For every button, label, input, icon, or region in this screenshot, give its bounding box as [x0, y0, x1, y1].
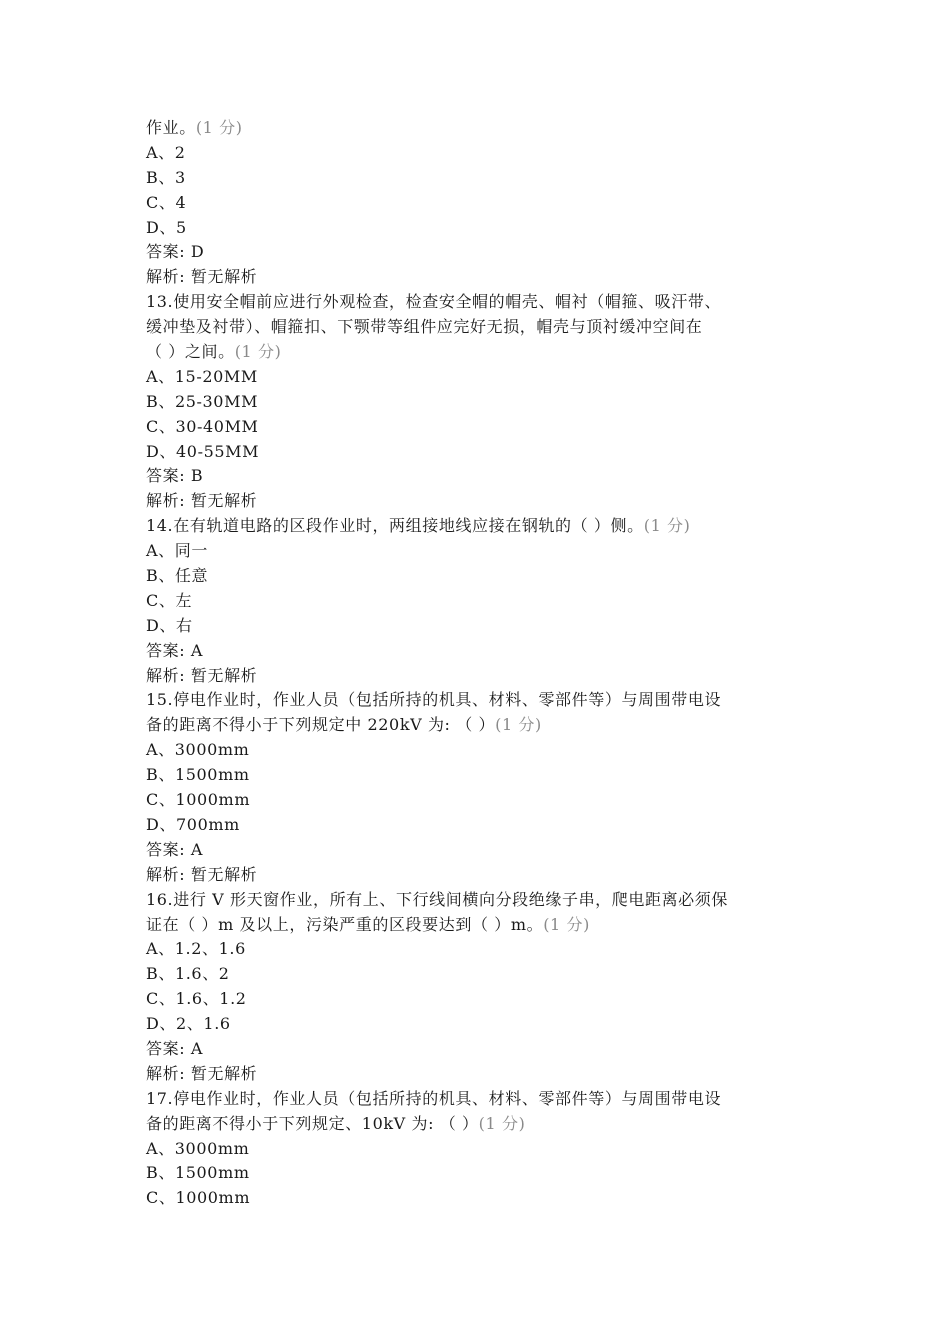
- option-d: D、右: [146, 615, 193, 635]
- option-a: A、2: [146, 142, 186, 162]
- score-label: (1 分): [495, 715, 542, 735]
- score-label: (1 分): [234, 342, 282, 362]
- analysis-line: 解析: 暂无解析: [146, 864, 258, 884]
- score-label: (1 分): [543, 914, 590, 934]
- option-b: B、1500mm: [146, 1163, 250, 1183]
- option-c: C、1000mm: [146, 1188, 251, 1208]
- analysis-line: 解析: 暂无解析: [146, 267, 258, 287]
- option-d: D、700mm: [146, 814, 240, 834]
- question-16-line-1: 16.进行 V 形天窗作业，所有上、下行线间横向分段绝缘子串，爬电距离必须保: [146, 889, 728, 909]
- option-d: D、40-55MM: [146, 441, 260, 461]
- option-b: B、任意: [146, 566, 209, 586]
- question-14-line-1: 14.在有轨道电路的区段作业时，两组接地线应接在钢轨的（ ）侧。(1 分): [146, 516, 691, 536]
- option-a: A、3000mm: [146, 740, 250, 760]
- option-b: B、1500mm: [146, 765, 250, 785]
- option-a: A、同一: [146, 541, 208, 561]
- option-a: A、15-20MM: [146, 366, 258, 386]
- answer-line: 答案: D: [146, 242, 205, 262]
- analysis-line: 解析: 暂无解析: [146, 1063, 258, 1083]
- option-a: A、3000mm: [146, 1138, 250, 1158]
- question-13-line-2: 缓冲垫及衬带）、帽箍扣、下颚带等组件应完好无损，帽壳与顶衬缓冲空间在: [146, 317, 703, 337]
- option-c: C、1.6、1.2: [146, 989, 247, 1009]
- document-page: [146, 116, 816, 1211]
- option-b: B、1.6、2: [146, 964, 230, 984]
- answer-line: 答案: A: [146, 1038, 204, 1058]
- score-label: (1 分): [195, 118, 243, 137]
- analysis-line: 解析: 暂无解析: [146, 491, 258, 511]
- score-label: (1 分): [478, 1113, 526, 1133]
- question-17-line-2: 备的距离不得小于下列规定、10kV 为: （ ）(1 分): [146, 1113, 526, 1133]
- option-c: C、1000mm: [146, 790, 251, 810]
- option-b: B、3: [146, 167, 186, 187]
- answer-line: 答案: A: [146, 839, 204, 859]
- question-15-line-1: 15.停电作业时，作业人员（包括所持的机具、材料、零部件等）与周围带电设: [146, 690, 722, 710]
- question-13-line-3: （ ）之间。(1 分): [146, 342, 282, 362]
- option-c: C、左: [146, 590, 193, 610]
- question-15-line-2: 备的距离不得小于下列规定中 220kV 为: （ ）(1 分): [146, 715, 542, 735]
- option-d: D、2、1.6: [146, 1014, 231, 1034]
- option-d: D、5: [146, 217, 187, 237]
- score-label: (1 分): [643, 516, 691, 536]
- question-13-line-1: 13.使用安全帽前应进行外观检查，检查安全帽的帽壳、帽衬（帽箍、吸汗带、: [146, 292, 722, 312]
- option-c: C、30-40MM: [146, 416, 259, 436]
- question-17-line-1: 17.停电作业时，作业人员（包括所持的机具、材料、零部件等）与周围带电设: [146, 1088, 722, 1108]
- question-16-line-2: 证在（ ）m 及以上，污染严重的区段要达到（ ）m。(1 分): [146, 914, 590, 934]
- option-b: B、25-30MM: [146, 391, 259, 411]
- option-a: A、1.2、1.6: [146, 939, 246, 959]
- answer-line: 答案: A: [146, 640, 204, 660]
- question-12-text: 作业。(1 分): [146, 118, 243, 137]
- answer-line: 答案: B: [146, 466, 204, 486]
- option-c: C、4: [146, 192, 187, 212]
- analysis-line: 解析: 暂无解析: [146, 665, 258, 685]
